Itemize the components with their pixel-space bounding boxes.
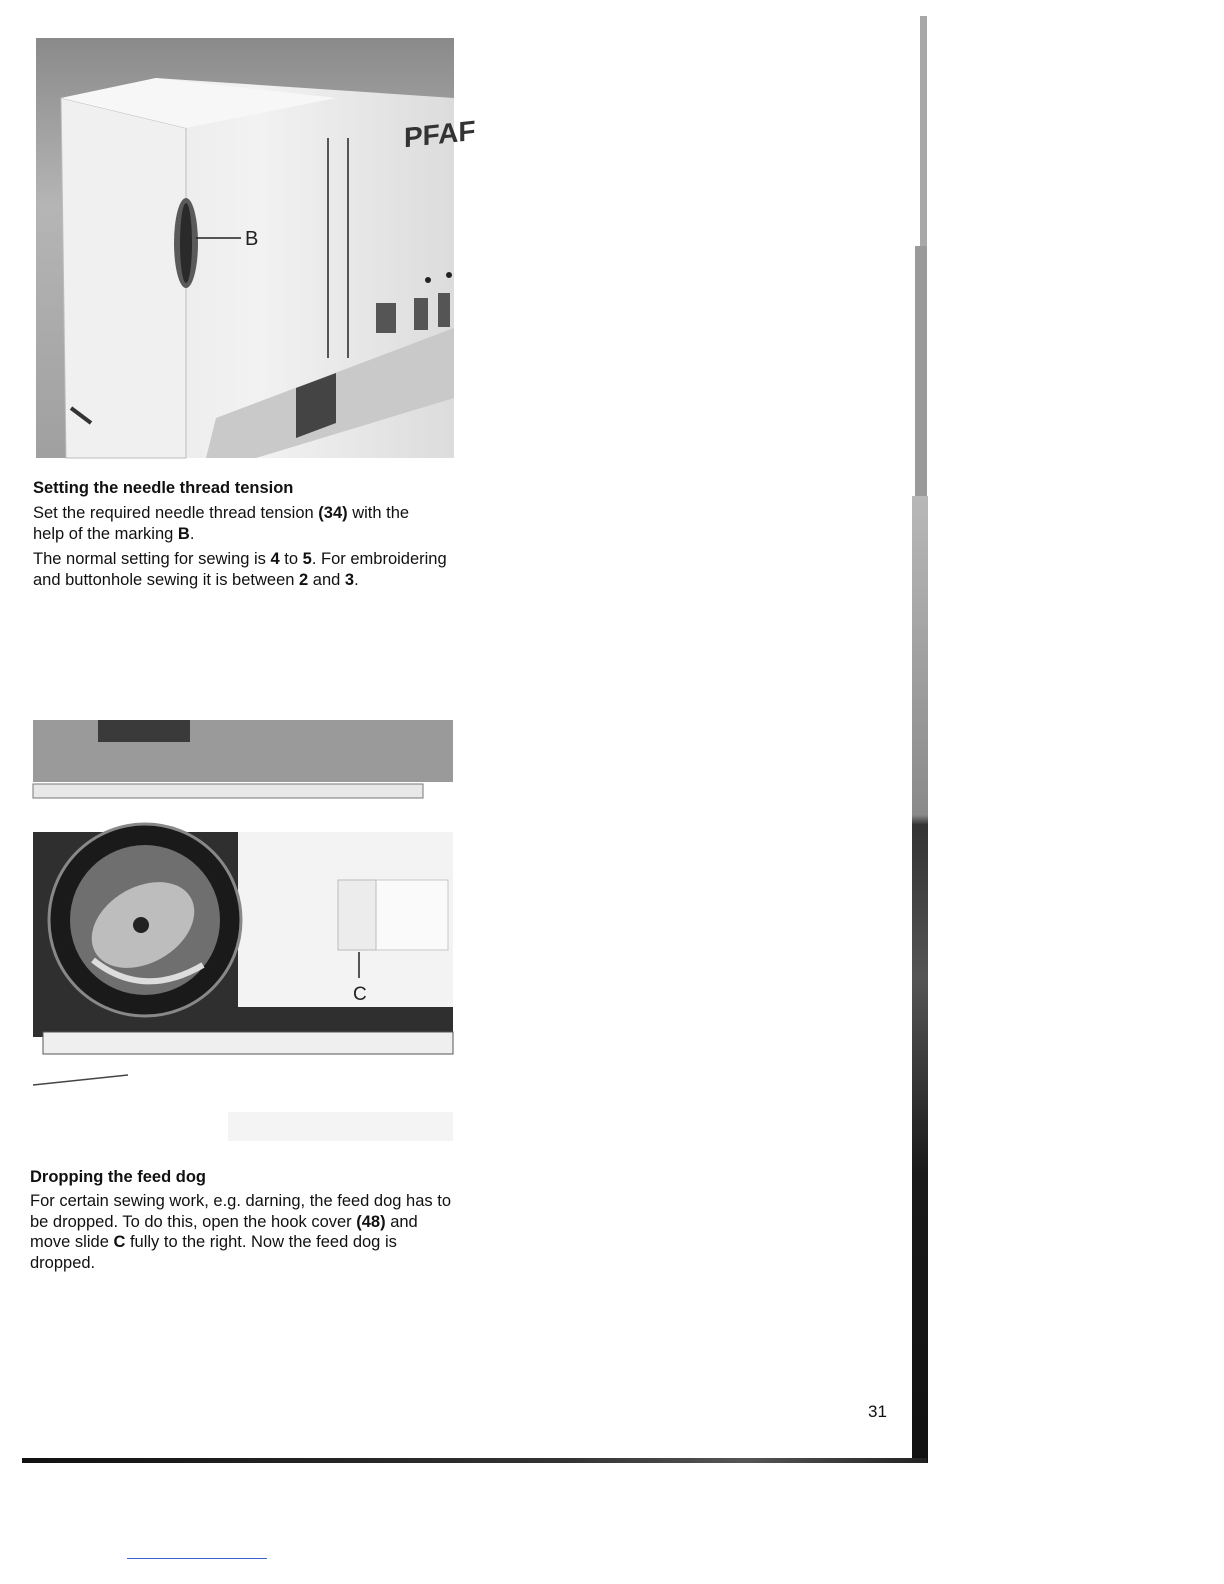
page-edge-strip: [912, 16, 930, 1463]
tension-instruction: Set the required needle thread tension (34) with the help of the marking B.: [33, 504, 410, 543]
callout-b: B: [245, 228, 259, 250]
tension-dial-photo: [36, 38, 476, 458]
tension-settings-text: The normal setting for sewing is 4 to 5. For embroidering and buttonhole sewing it is between 2 and 3.: [33, 550, 447, 589]
page-number: 31: [868, 1402, 887, 1421]
brand-logo: PFAF: [404, 114, 476, 154]
section-heading: Setting the needle thread tension: [33, 479, 294, 497]
feed-dog-instruction: For certain sewing work, e.g. darning, the feed dog has to be dropped. To do this, open the hook cover (48) and move slide C fully to the right. Now the feed dog is dropped.: [30, 1192, 451, 1272]
callout-c: C: [353, 984, 367, 1005]
footer-line: [127, 1558, 267, 1559]
bottom-rule: [22, 1458, 927, 1463]
section-heading: Dropping the feed dog: [30, 1168, 206, 1186]
feed-dog-photo: [33, 720, 453, 1141]
